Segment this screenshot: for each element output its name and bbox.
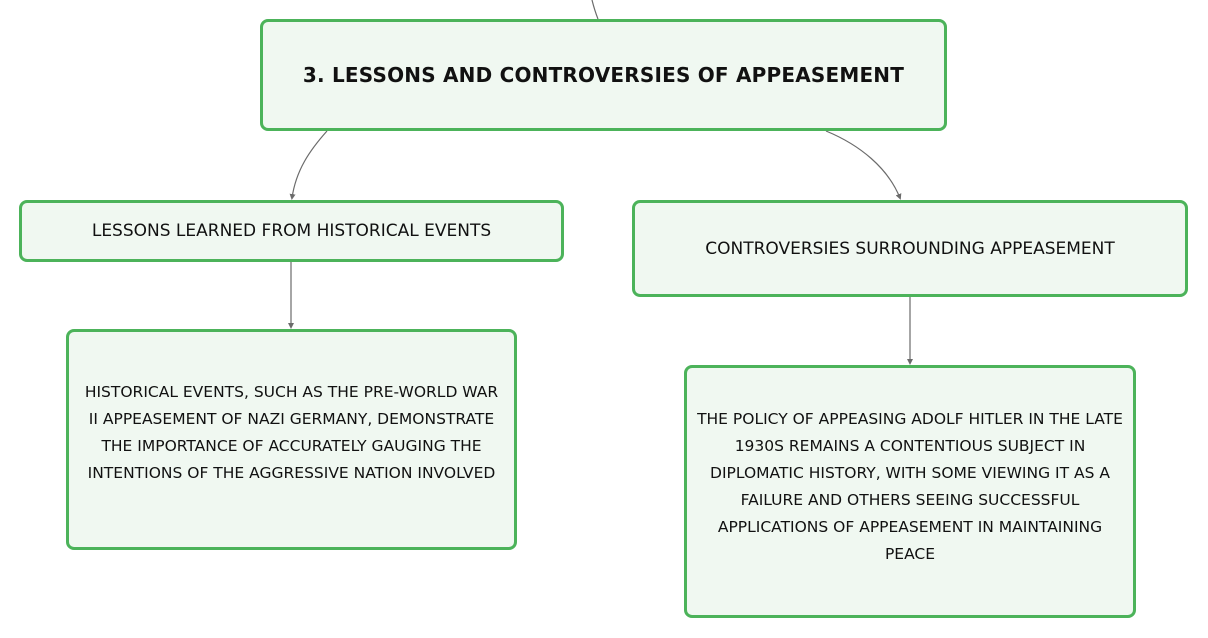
lessons-node[interactable] <box>19 200 564 262</box>
lessons-detail-text: HISTORICAL EVENTS, SUCH AS THE PRE-WORLD WAR II APPEASEMENT OF NAZI GERMANY, DEMONSTRATE THE IMPORTANCE OF ACCURATELY GAUGING THE INTENTIONS OF THE AGGRESSIVE NATION INVOLVED <box>84 382 499 482</box>
controversies-detail-text: THE POLICY OF APPEASING ADOLF HITLER IN THE LATE 1930S REMAINS A CONTENTIOUS SUBJECT IN DIPLOMATIC HISTORY, WITH SOME VIEWING IT AS A FAILURE AND OTHERS SEEING SUCCESSFUL APPLICATIONS OF APPEASEMENT IN MAINTAINING PEACE <box>697 409 1123 563</box>
connector-parent-to-root <box>592 0 598 19</box>
connector-root-to-controversies <box>826 131 900 198</box>
root-node[interactable] <box>260 19 947 131</box>
connector-root-to-lessons <box>292 131 327 198</box>
controversies-detail-node[interactable] <box>684 365 1136 618</box>
controversies-node[interactable] <box>632 200 1188 297</box>
lessons-node-label: LESSONS LEARNED FROM HISTORICAL EVENTS <box>91 221 492 241</box>
root-node-label: 3. LESSONS AND CONTROVERSIES OF APPEASEMENT <box>302 63 905 87</box>
lessons-detail-node[interactable] <box>66 329 517 550</box>
controversies-node-label: CONTROVERSIES SURROUNDING APPEASEMENT <box>705 238 1115 259</box>
